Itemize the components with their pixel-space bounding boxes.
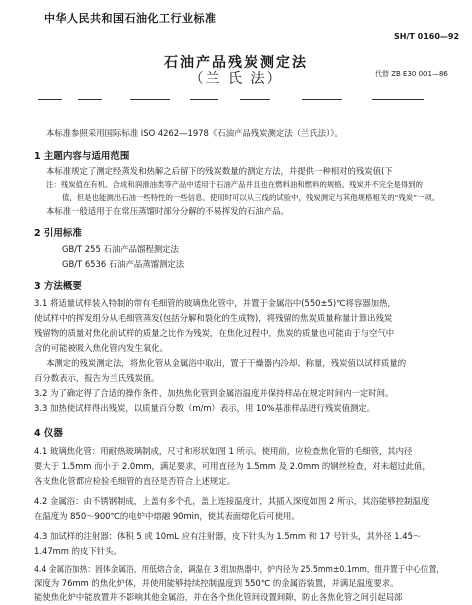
section-4-4-line: 深度为 76mm 的焦化炉体，并使用能够持续控制温度到 550℃ 的金属浴装置，并满足温度要求。 <box>34 578 399 588</box>
section-3-3: 3.3 加热使试样得出残炭，以质量百分数（m/m）表示，用 10%基准样品进行残炭值测定。 <box>34 403 376 413</box>
section-1-scope: 本标准一般适用于在常压蒸馏时部分分解的不易挥发的石油产品。 <box>46 206 289 216</box>
section-1-note-line: 注：残炭值在有机、合成和润滑油类等产品中适用于石油产品并且也在燃料油和燃料的规格。残炭并不完全是得到的 <box>46 180 423 189</box>
section-3-2: 3.2 为了确定得了合适的操作条件，加热焦化管到金属浴温度并保持样品在规定时间内一定时间。 <box>34 388 394 398</box>
reference-item: GB/T 255 石油产品馏程测定法 <box>62 244 179 254</box>
section-2-heading: 2 引用标准 <box>34 228 82 239</box>
separator-segment <box>372 99 424 100</box>
intro-paragraph: 本标准参照采用国际标准 ISO 4262—1978《石油产品残炭测定法（兰氏法）》。 <box>46 128 343 138</box>
section-1-paragraph: 本标准规定了测定经蒸发和热解之后留下的残炭数量的测定方法，并提供一种相对的残炭值(下 <box>46 166 393 176</box>
separator-segment <box>78 99 102 100</box>
reference-item: GB/T 6536 石油产品蒸馏测定法 <box>62 259 185 269</box>
section-4-4-line: 能使焦化炉中能放置并不影响其他金属浴，并在各个焦化管间设置间隙，防止各焦化管之间引起局部 <box>34 592 403 602</box>
section-3-1-line: 使试样中的挥发组分从毛细管蒸发(包括分解和裂化的生成物)，将残留的焦炭质量称量计算出残炭 <box>34 313 393 323</box>
standard-org-title: 中华人民共和国石油化工行业标准 <box>44 12 217 25</box>
section-4-heading: 4 仪器 <box>34 428 63 439</box>
section-1-heading: 1 主题内容与适用范围 <box>34 151 130 162</box>
section-3-1-continued: 本测定的残炭测定法，将焦化管从金属浴中取出，置于干燥器内冷却、称量，残炭值以试样质量的 <box>46 358 407 368</box>
document-subtitle: （兰 氏 法） <box>189 71 283 87</box>
document-title: 石油产品残炭测定法 <box>164 55 308 71</box>
section-4-3-line: 1.47mm 的皮下针头。 <box>34 546 122 556</box>
section-4-1-line: 各支焦化管都应检验毛细管的直径是否符合上述规定。 <box>34 476 235 486</box>
section-4-4-line: 4.4 金属浴加热：固体金属浴，用低熔合金，调温在 3 组加热器中，炉内径为 25.5mm±0.1mm，组并置于中心位置， <box>34 564 445 574</box>
separator-segment <box>302 99 342 100</box>
section-4-1-line: 要大于 1.5mm 而小于 2.0mm，满足要求，可用直径为 1.5mm 及 2.0mm 的钢丝检查，对未超过此值， <box>34 461 431 471</box>
replaces-note: 代替 ZB E30 001—86 <box>375 70 448 78</box>
section-3-1-continued: 百分数表示，报告为兰氏残炭值。 <box>34 373 160 383</box>
separator-segment <box>130 99 170 100</box>
section-4-2-line: 4.2 金属浴：由不锈钢制成，上盖有多个孔，盖上连接温度计，其插入深度如图 2 所示，其浴能够控制温度 <box>34 496 430 506</box>
section-1-note-line: 值，但是也能测出石油一些特性的一些信息。使用时可以从三线的试验中，残炭测定与其他规格相关的“残炭”一项。 <box>62 193 440 202</box>
separator-segment <box>240 99 270 100</box>
section-3-1-line: 残留物的质量对焦化前试样的质量之比作为残炭，在焦化过程中，焦炭的质量也可能由于与空气中 <box>34 328 395 338</box>
section-4-3-line: 4.3 加试样的注射器：体积 5 或 10mL 应有注射器，皮下针头为 1.5mm 和 17 号针头，其外径 1.45～ <box>34 531 422 541</box>
separator-segment <box>38 99 62 100</box>
section-4-2-line: 在温度为 850～900℃的电炉中熔融 90min，使其表面熔化后可使用。 <box>34 511 300 521</box>
section-4-1-line: 4.1 玻璃焦化管：用耐热玻璃制成，尺寸和形状如图 1 所示。使用前，应检查焦化管的毛细管，其内径 <box>34 446 413 456</box>
section-3-1-line: 含的可能被吸入焦化管内发生氧化。 <box>34 343 168 353</box>
section-3-1-line: 3.1 将适量试样装入特制的带有毛细管的玻璃焦化管中，并置于金属浴中(550±5)℃将容器加热， <box>34 298 396 308</box>
standard-code: SH/T 0160—92 <box>394 32 460 41</box>
separator-segment <box>190 99 218 100</box>
section-3-heading: 3 方法概要 <box>34 281 82 292</box>
